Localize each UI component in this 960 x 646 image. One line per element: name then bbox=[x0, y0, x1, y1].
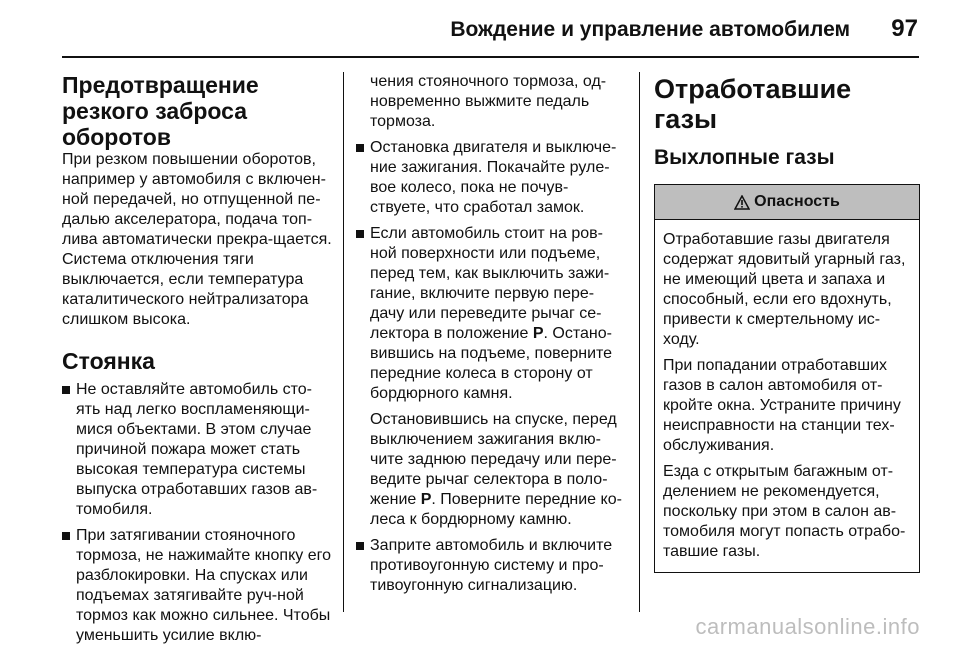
list-item bbox=[356, 536, 626, 596]
list-item bbox=[356, 224, 626, 404]
danger-paragraph: При попадании отработавших газов в салон автомобиля от-кройте окна. Устраните причину неисправности на станции тех-обслуживания. bbox=[663, 357, 901, 454]
danger-label: Опасность bbox=[754, 193, 840, 210]
list-item-text: Не оставляйте автомобиль сто-ять над легко воспламеняющи-мися объектами. В этом случае причиной пожара может стать высокая температура системы выпуска отработавших газов ав-томобиля. bbox=[76, 381, 318, 518]
list-item bbox=[62, 380, 332, 520]
bullet-square-icon bbox=[356, 542, 364, 550]
danger-warning-box bbox=[654, 184, 920, 573]
page-number: 97 bbox=[891, 15, 918, 42]
lock-list bbox=[356, 536, 626, 596]
downhill-parking-text bbox=[356, 410, 626, 530]
bullet-square-icon bbox=[356, 144, 364, 152]
subsection-title-exhaust: Выхлопные газы bbox=[654, 146, 835, 169]
continued-text: чения стояночного тормоза, од-новременно выжмите педаль тормоза. bbox=[370, 73, 607, 130]
section-text-overrun: При резком повышении оборотов, например у автомобиля с включен-ной передачей, но отпущенной пе-далью акселератора, подача топ-лива автоматически прекра-щается. Система отключения тяги выключается, если температура каталитического нейтрализатора слишком высока. bbox=[62, 151, 332, 328]
list-item bbox=[356, 138, 626, 218]
danger-paragraph: Отработавшие газы двигателя содержат ядовитый угарный газ, не имеющий цвета и запаха и способный, если его вдохнуть, привести к смертельному ис-ходу. bbox=[663, 231, 906, 348]
section-title-overrun: Предотвращение резкого заброса оборотов bbox=[62, 72, 259, 150]
paragraph-text: . Поверните передние ко-леса к бордюрному камню. bbox=[370, 491, 622, 528]
header-divider bbox=[62, 56, 919, 58]
column-2 bbox=[356, 72, 626, 596]
parking-list-continued bbox=[356, 138, 626, 404]
list-item-text: При затягивании стояночного тормоза, не нажимайте кнопку его разблокировки. На спусках или подъемах затягивайте руч-ной тормоз как можно сильнее. Чтобы уменьшить усилие вклю- bbox=[76, 527, 331, 644]
list-item-text: . Остано-вившись на подъеме, поверните передние колеса в сторону от бордюрного камня. bbox=[370, 325, 613, 402]
column-divider-2 bbox=[639, 72, 640, 612]
bullet-square-icon bbox=[62, 386, 70, 394]
section-title-parking: Стоянка bbox=[62, 348, 155, 374]
page-header-title: Вождение и управление автомобилем bbox=[450, 18, 850, 41]
gear-position-label: P bbox=[532, 325, 544, 342]
watermark: carmanualsonline.info bbox=[695, 614, 920, 639]
parking-list bbox=[62, 380, 332, 646]
gear-position-label: P bbox=[420, 491, 432, 508]
warning-triangle-icon bbox=[734, 195, 750, 210]
column-divider-1 bbox=[343, 72, 344, 612]
list-item-text: Если автомобиль стоит на ров-ной поверхности или подъеме, перед тем, как выключить зажи-гание, включите первую пере-дачу или переведите рычаг се-лектора в положение bbox=[370, 225, 610, 342]
bullet-square-icon bbox=[356, 230, 364, 238]
section-title-exhaust: Отработавшие газы bbox=[654, 74, 852, 134]
column-1 bbox=[62, 72, 332, 646]
danger-header bbox=[655, 185, 919, 220]
list-item-text: Остановка двигателя и выключе-ние зажигания. Покачайте руле-вое колесо, пока не почув-ствуете, что сработал замок. bbox=[370, 139, 617, 216]
bullet-square-icon bbox=[62, 532, 70, 540]
danger-paragraph: Езда с открытым багажным от-делением не рекомендуется, поскольку при этом в салон ав-томобиля могут попасть отрабо-тавшие газы. bbox=[663, 463, 906, 560]
column-3 bbox=[654, 72, 920, 573]
list-item bbox=[62, 526, 332, 646]
paragraph-text: Остановившись на спуске, перед выключением зажигания вклю-чите заднюю передачу или пере-ведите рычаг селектора в поло-жение bbox=[370, 411, 617, 508]
list-item-text: Заприте автомобиль и включите противоугонную систему и про-тивоугонную сигнализацию. bbox=[370, 537, 613, 594]
danger-body bbox=[655, 220, 919, 572]
